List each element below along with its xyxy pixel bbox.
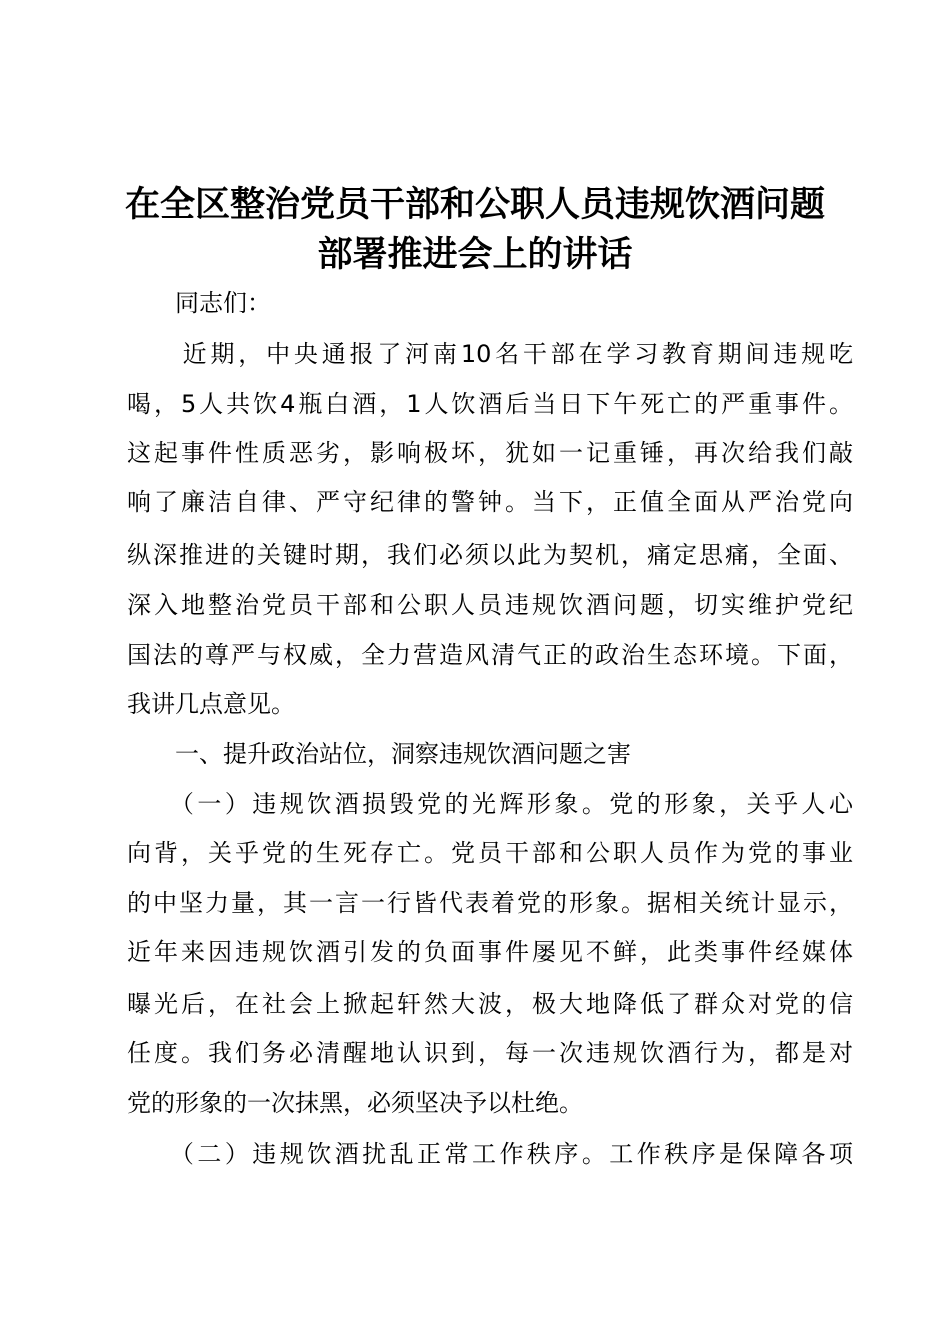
body-line: 党的形象的一次抹黑，必须坚决予以杜绝。	[127, 1089, 583, 1117]
body-line: 曝光后，在社会上掀起轩然大波，极大地降低了群众对党的信	[127, 990, 853, 1018]
body-line: 我讲几点意见。	[127, 690, 295, 718]
body-line: 近年来因违规饮酒引发的负面事件屡见不鲜，此类事件经媒体	[127, 938, 853, 966]
body-line: （一）违规饮酒损毁党的光辉形象。党的形象，关乎人心	[127, 790, 853, 818]
body-line: 近期，中央通报了河南10名干部在学习教育期间违规吃	[127, 340, 853, 368]
body-line: 喝，5人共饮4瓶白酒，1人饮酒后当日下午死亡的严重事件。	[127, 390, 853, 418]
section-heading: 一、提升政治站位，洞察违规饮酒问题之害	[127, 740, 631, 768]
body-line: 深入地整治党员干部和公职人员违规饮酒问题，切实维护党纪	[127, 591, 853, 619]
body-line: 国法的尊严与权威，全力营造风清气正的政治生态环境。下面，	[127, 641, 853, 669]
body-line: 任度。我们务必清醒地认识到，每一次违规饮酒行为，都是对	[127, 1039, 853, 1067]
body-line: 的中坚力量，其一言一行皆代表着党的形象。据相关统计显示，	[127, 889, 853, 917]
body-line: 响了廉洁自律、严守纪律的警钟。当下，正值全面从严治党向	[127, 488, 853, 516]
body-line: 向背，关乎党的生死存亡。党员干部和公职人员作为党的事业	[127, 839, 853, 867]
speech-title-line-1: 在全区整治党员干部和公职人员违规饮酒问题	[124, 185, 825, 225]
body-line: 这起事件性质恶劣，影响极坏，犹如一记重锤，再次给我们敲	[127, 439, 853, 467]
body-line: （二）违规饮酒扰乱正常工作秩序。工作秩序是保障各项	[127, 1140, 853, 1168]
salutation: 同志们：	[127, 289, 271, 317]
speech-title-line-2: 部署推进会上的讲话	[317, 235, 633, 275]
body-line: 纵深推进的关键时期，我们必须以此为契机，痛定思痛，全面、	[127, 541, 853, 569]
